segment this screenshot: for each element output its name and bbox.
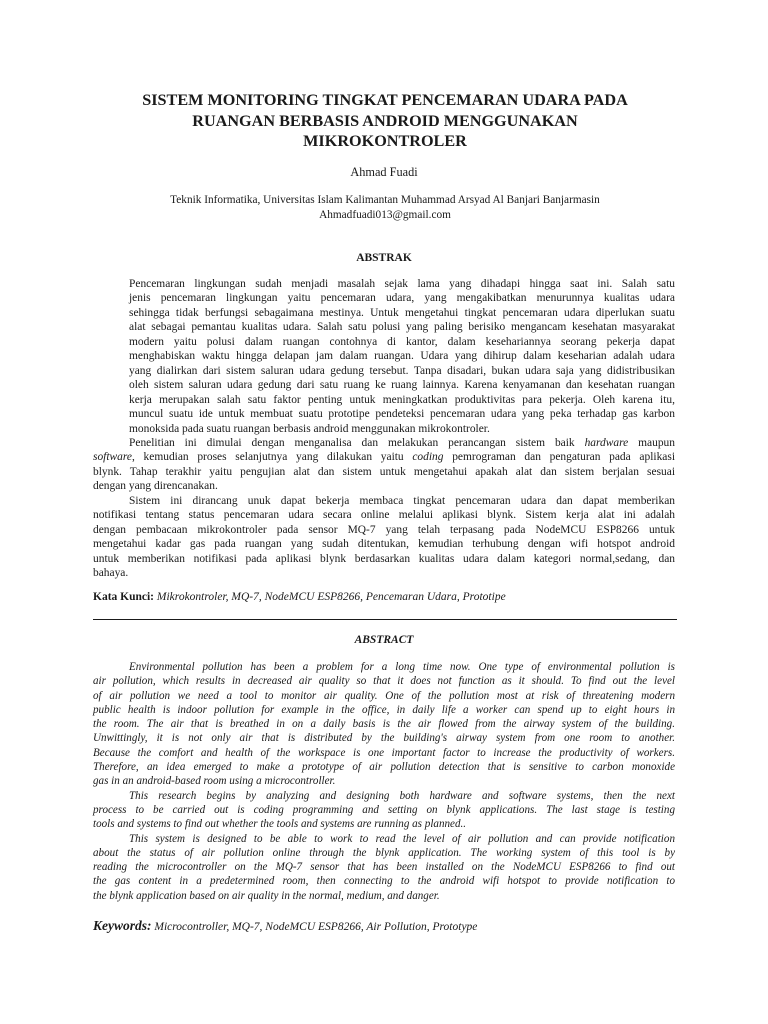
abstract-heading: ABSTRACT [354,634,414,646]
paper-title [90,90,680,152]
text-line: untuk memberikan notifikasi pada aplikasi blynk berdasarkan kualitas udara dalam kategori normal,sedang, dan [93,552,675,565]
text-line: kerja merupakan salah satu faktor penting untuk meningkatkan produktivitas para pekerja. Oleh karena itu, [129,393,675,406]
text-line: Therefore, an idea emerged to make a prototype of air pollution detection that is sensitive to carbon monoxide [93,761,675,774]
abstract-paragraph-1 [93,660,675,789]
text-run-italic: software [93,451,132,464]
text-run-italic: hardware [584,436,629,449]
abstrak-paragraph-1 [93,277,675,436]
text-line: blynk. Tahap terakhir yaitu pengujian alat dan sistem untuk mengetahui apakah alat dan sistem berjalan sesuai [93,465,675,478]
text-line: Sistem ini dirancang unuk dapat bekerja membaca tingkat pencemaran udara dan dapat memberikan [129,494,675,507]
text-line: mengetahui kadar gas pada ruangan yang sudah ditentukan, kemudian terhubung dengan wifi hotspot android [93,538,675,551]
author-name: Ahmad Fuadi [350,165,418,179]
text-line: notifikasi tentang status pencemaran udara secara online melalui aplikasi blynk. Sistem kerja alat ini adalah [93,509,675,522]
keywords [93,917,477,935]
text-line: Unwittingly, it is not only air that is distributed by the building's airway system from one room to another. [93,732,675,745]
text-line: monoksida pada suatu ruangan berbasis android menggunakan mikrokontroler. [129,422,490,435]
text-line: Pencemaran lingkungan sudah menjadi masalah sejak lama yang dihadapi hingga saat ini. Salah satu [129,278,675,290]
affiliation-text: Teknik Informatika, Universitas Islam Kalimantan Muhammad Arsyad Al Banjari Banjarmasin [170,194,600,206]
text-line: gas in an android-based room using a microcontroller. [93,775,336,788]
text-run-italic: coding [412,451,444,464]
text-line: oleh sistem saluran udara gedung dari satu ruang ke ruang lainnya. Karena kenyamanan dan kesehatan ruangan [129,379,675,392]
text-line: the blynk application based on air quality in the normal, medium, and danger. [93,889,440,902]
author-affiliation [90,193,680,222]
abstrak-paragraph-2 [93,436,675,494]
text-line: of air pollution we need a tool to monitor air quality. One of the pollution most at risk of threatening modern [93,689,675,702]
text-line: menghabiskan waktu hingga delapan jam dalam ruangan. Udara yang dihirup dalam keseharian adalah udara [129,350,675,363]
author-email: Ahmadfuadi013@gmail.com [319,208,451,221]
text-run: pemrograman dan pengaturan pada aplikasi [443,451,675,464]
kata-kunci [93,591,506,603]
abstrak-paragraph-3 [93,494,675,581]
text-run: , kemudian proses selanjutnya yang dilakukan yaitu [131,451,413,464]
text-line [93,436,675,450]
kata-kunci-label: Kata Kunci: [93,591,155,603]
kata-kunci-value: Mikrokontroler, MQ-7, NodeMCU ESP8266, Pencemaran Udara, Prototipe [154,591,506,603]
text-line: dengan yang direncanakan. [93,480,218,493]
text-line: Because the comfort and health of the workspace is one important factor to increase the productivity of workers. [93,746,675,759]
abstrak-heading: ABSTRAK [356,252,412,264]
text-line: tools and systems to find out whether the tools and systems are running as planned.. [93,818,467,831]
text-line: modern yaitu polusi dalam ruangan contohnya di kantor, dalam kesehariannya seorang pekerja dapat [129,335,675,348]
keywords-label: Keywords: [93,918,152,933]
text-line: reading the microcontroller on the MQ-7 sensor that has been installed on the NodeMCU ESP8266 to find out [93,861,675,874]
text-line: sehingga tidak berfungsi sebagaimana mestinya. Untuk mengetahui tingkat pencemaran udara diperlukan suatu [129,306,675,319]
text-line: the room. The air that is breathed in on a daily basis is the air flowed from the airway system of the building. [93,718,675,731]
text-line [93,450,675,464]
text-line: muncul suatu ide untuk membuat suatu prototipe pendeteksi pencemaran udara yang peka terhadap gas karbon [129,408,675,421]
abstract-body [93,660,675,903]
text-line: the gas content in a predetermined room, then connecting to the android wifi hotspot to provide notification to [93,875,675,888]
text-line: dengan pembacaan mikrokontroler pada sensor MQ-7 yang telah terpasang pada NodeMCU ESP8266 untuk [93,523,675,536]
text-line: process to be carried out is coding programming and setting on blynk applications. The last stage is testing [93,803,675,816]
text-line: jenis pencemaran lingkungan yaitu pencemaran udara, yang mengakibatkan menurunnya kualitas udara [129,292,675,305]
text-line: air pollution, which results in decreased air quality so that it does not function as it should. To find out the level [93,675,675,688]
text-line: about the status of air pollution online through the blynk application. The working system of this tool is by [93,846,675,859]
abstract-paragraph-3 [93,832,675,903]
abstrak-body [93,277,675,581]
text-line: Environmental pollution has been a problem for a long time now. One type of environmental pollution is [129,661,675,673]
text-run: Penelitian ini dimulai dengan menganalisa dan melakukan perancangan sistem baik [129,436,585,449]
title-line: MIKROKONTROLER [303,132,467,150]
text-line: yang dialirkan dari sistem saluran udara gedung tersebut. Tanpa disadari, bukan udara saja yang didistribusikan [129,364,675,377]
text-line: This research begins by analyzing and designing both hardware and software systems, then the next [129,789,675,802]
section-divider [93,619,677,620]
text-line: public health is indoor pollution for example in the office, in daily life a worker can spend up to eight hours in [93,703,675,716]
text-line: This system is designed to be able to work to read the level of air pollution and can provide notification [129,832,675,845]
title-line: RUANGAN BERBASIS ANDROID MENGGUNAKAN [192,111,578,130]
text-line: alat sebagai pemantau kualitas udara. Salah satu polusi yang paling berisiko mengancam kesehatan masyarakat [129,321,675,334]
abstract-paragraph-2 [93,789,675,832]
text-run: maupun [628,436,675,449]
keywords-value: Microcontroller, MQ-7, NodeMCU ESP8266, Air Pollution, Prototype [151,921,478,933]
text-line: bahaya. [93,567,129,580]
title-line: SISTEM MONITORING TINGKAT PENCEMARAN UDARA PADA [142,91,628,109]
